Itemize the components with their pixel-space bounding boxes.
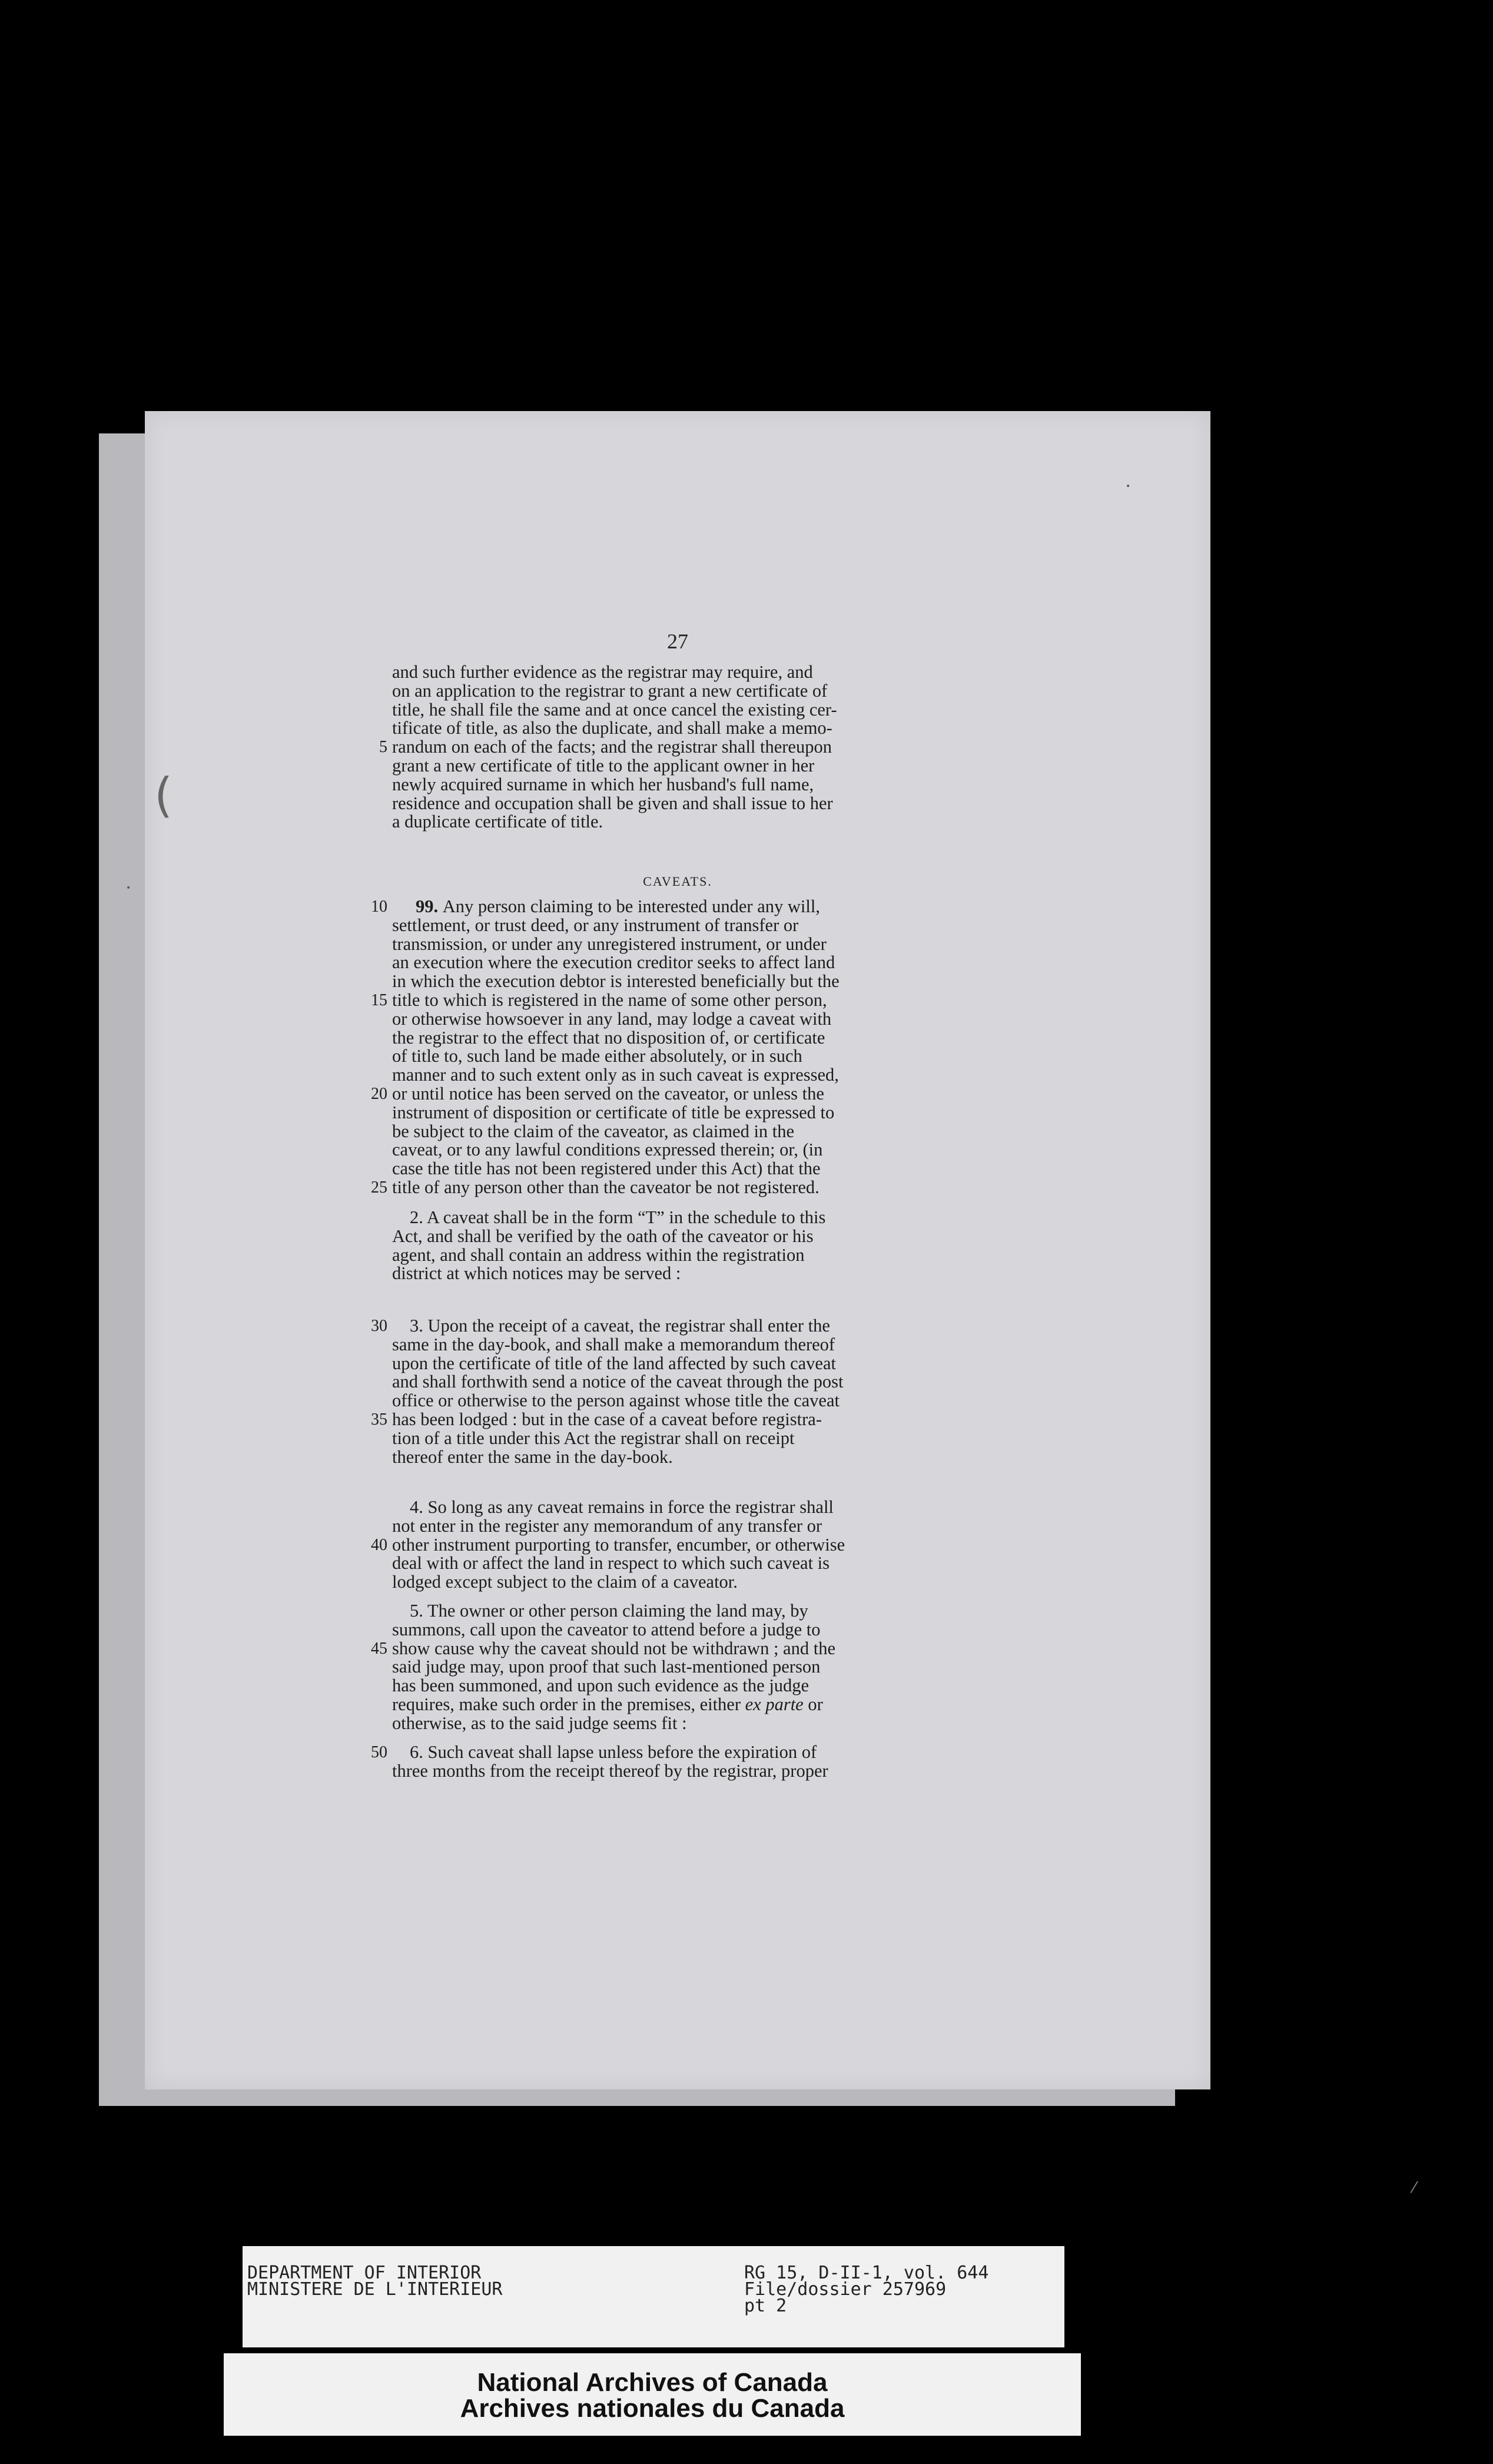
line-text: summons, call upon the caveator to attend before a judge to	[392, 1619, 821, 1640]
line-text: transmission, or under any unregistered instrument, or under	[392, 933, 827, 954]
line-text: upon the certificate of title of the land affected by such caveat	[392, 1353, 836, 1373]
text-line	[392, 1677, 922, 1695]
text-line	[392, 1029, 922, 1048]
text-line	[392, 1695, 922, 1714]
text-line	[371, 896, 922, 916]
text-line	[392, 1104, 922, 1122]
text-line	[392, 776, 922, 794]
margin-line-number: 45	[371, 1639, 387, 1658]
line-text: same in the day-book, and shall make a memorandum thereof	[392, 1334, 835, 1354]
line-text: title to which is registered in the name of some other person,	[392, 989, 827, 1010]
line-text: Any person claiming to be interested under any will,	[442, 896, 820, 916]
text-line	[392, 663, 922, 682]
line-text: agent, and shall contain an address within the registration	[392, 1244, 805, 1265]
line-text: 3. Upon the receipt of a caveat, the registrar shall enter the	[410, 1316, 830, 1336]
reference-line-1: RG 15, D-II-1, vol. 644	[744, 2263, 989, 2283]
text-line	[392, 1602, 922, 1621]
line-text: three months from the receipt thereof by the registrar, proper	[392, 1760, 828, 1781]
reference-line-2: File/dossier 257969	[744, 2279, 947, 2300]
text-line	[392, 1047, 922, 1066]
text-line	[371, 1742, 922, 1762]
line-text: title of any person other than the caveator be not registered.	[392, 1177, 820, 1197]
text-line	[371, 989, 922, 1010]
margin-line-number: 50	[371, 1743, 387, 1761]
line-text: or otherwise howsoever in any land, may lodge a caveat with	[392, 1008, 832, 1029]
line-text: be subject to the claim of the caveator, as claimed in the	[392, 1121, 795, 1141]
text-line	[392, 1498, 922, 1517]
section-heading: CAVEATS.	[643, 874, 712, 889]
text-line	[392, 1392, 922, 1410]
margin-line-number: 10	[371, 897, 387, 916]
text-line	[371, 1316, 922, 1336]
line-text: said judge may, upon proof that such last-mentioned person	[392, 1657, 821, 1677]
department-english: DEPARTMENT OF INTERIOR	[247, 2263, 482, 2283]
line-text: title, he shall file the same and at once cancel the existing cer-	[392, 699, 837, 720]
line-text: caveat, or to any lawful conditions expressed therein; or, (in	[392, 1140, 823, 1160]
text-line	[392, 953, 922, 972]
text-line	[392, 1714, 922, 1733]
margin-line-number: 30	[371, 1317, 387, 1335]
text-line	[392, 1141, 922, 1160]
line-text: of title to, such land be made either absolutely, or in such	[392, 1046, 802, 1067]
line-text: instrument of disposition or certificate of title be expressed to	[392, 1102, 835, 1122]
line-text: show cause why the caveat should not be withdrawn ; and the	[392, 1638, 835, 1658]
line-text: 2. A caveat shall be in the form “T” in the schedule to this	[410, 1207, 826, 1227]
line-text: the registrar to the effect that no disposition of, or certificate	[392, 1027, 825, 1048]
line-text: thereof enter the same in the day-book.	[392, 1446, 673, 1467]
subsection-3	[371, 1316, 922, 1467]
text-line	[392, 794, 922, 813]
department-french: MINISTERE DE L'INTERIEUR	[247, 2279, 503, 2300]
line-text: manner and to such extent only as in such caveat is expressed,	[392, 1065, 839, 1085]
line-text: 4. So long as any caveat remains in force the registrar shall	[410, 1497, 834, 1517]
text-line	[392, 1621, 922, 1640]
line-text: other instrument purporting to transfer, encumber, or otherwise	[392, 1534, 845, 1555]
line-text: case the title has not been registered under this Act) that the	[392, 1158, 821, 1179]
paper-edge-mark: (	[154, 768, 173, 823]
line-text: 6. Such caveat shall lapse unless before the expiration of	[410, 1742, 817, 1762]
continuation-paragraph	[379, 662, 922, 832]
margin-line-number: 20	[371, 1084, 387, 1103]
text-line	[392, 719, 922, 738]
line-text: settlement, or trust deed, or any instrument of transfer or	[392, 915, 799, 935]
text-line	[392, 1448, 922, 1467]
line-text: residence and occupation shall be given and shall issue to her	[392, 793, 833, 813]
text-line	[392, 1227, 922, 1246]
line-text: deal with or affect the land in respect to which such caveat is	[392, 1553, 830, 1574]
text-line	[371, 1638, 922, 1658]
section-number: 99.	[416, 896, 443, 916]
text-line	[392, 1354, 922, 1373]
line-text: lodged except subject to the claim of a caveator.	[392, 1572, 738, 1592]
archive-reference-label	[243, 2246, 1064, 2347]
text-line	[392, 935, 922, 954]
line-text: and shall forthwith send a notice of the caveat through the post	[392, 1372, 844, 1392]
section-99	[371, 896, 922, 1197]
text-line	[392, 916, 922, 935]
line-text: Act, and shall be verified by the oath of the caveator or his	[392, 1226, 814, 1246]
text-line	[392, 1066, 922, 1085]
text-line	[392, 1336, 922, 1354]
line-text: or until notice has been served on the caveator, or unless the	[392, 1083, 824, 1104]
text-line	[392, 701, 922, 720]
text-line	[392, 813, 922, 832]
margin-line-number: 5	[379, 738, 387, 757]
line-text: in which the execution debtor is interested beneficially but the	[392, 971, 840, 992]
line-text: on an application to the registrar to grant a new certificate of	[392, 680, 828, 701]
line-text: tion of a title under this Act the registrar shall on receipt	[392, 1428, 795, 1448]
text-line	[371, 1409, 922, 1429]
text-line	[392, 1264, 922, 1283]
margin-line-number: 25	[371, 1178, 387, 1197]
margin-line-number: 15	[371, 991, 387, 1009]
subsection-5	[371, 1601, 922, 1733]
line-text: an execution where the execution creditor seeks to affect land	[392, 952, 835, 973]
subsection-6	[371, 1742, 922, 1781]
text-line	[392, 1010, 922, 1029]
text-line	[392, 1122, 922, 1141]
text-line	[392, 1160, 922, 1178]
line-text: newly acquired surname in which her husband's full name,	[392, 774, 814, 794]
text-line	[392, 1517, 922, 1536]
line-text: requires, make such order in the premises, either ex parte or	[392, 1694, 823, 1714]
archives-name-french: Archives nationales du Canada	[460, 2394, 845, 2423]
line-text: office or otherwise to the person against whose title the caveat	[392, 1390, 840, 1411]
margin-line-number: 40	[371, 1535, 387, 1554]
speck-mark: •	[1126, 482, 1131, 491]
line-text: not enter in the register any memorandum of any transfer or	[392, 1515, 822, 1536]
text-line	[371, 1083, 922, 1104]
line-text: tificate of title, as also the duplicate, and shall make a memo-	[392, 718, 832, 738]
text-line	[392, 1373, 922, 1392]
line-text: grant a new certificate of title to the applicant owner in her	[392, 755, 815, 776]
line-text: otherwise, as to the said judge seems fit :	[392, 1713, 687, 1733]
text-line	[392, 1246, 922, 1265]
document-page	[145, 411, 1210, 2089]
line-text: 5. The owner or other person claiming the land may, by	[410, 1601, 808, 1621]
text-line	[371, 1534, 922, 1555]
text-line	[392, 1429, 922, 1448]
line-text: has been lodged : but in the case of a caveat before registra-	[392, 1409, 822, 1429]
archives-name-label	[224, 2353, 1081, 2436]
line-text: a duplicate certificate of title.	[392, 812, 603, 832]
speck-mark: •	[126, 883, 131, 893]
text-line	[392, 972, 922, 991]
subsection-4	[371, 1497, 922, 1592]
text-line	[392, 1658, 922, 1677]
text-line	[392, 1762, 922, 1781]
reference-line-3: pt 2	[744, 2296, 787, 2316]
scratch-mark: ⁄	[1413, 2179, 1416, 2197]
archives-name-english: National Archives of Canada	[477, 2368, 828, 2397]
text-line	[371, 1177, 922, 1197]
line-text: has been summoned, and upon such evidence as the judge	[392, 1675, 809, 1696]
page-number: 27	[667, 630, 688, 653]
line-text: randum on each of the facts; and the registrar shall thereupon	[392, 737, 832, 757]
text-line	[392, 757, 922, 776]
line-text: and such further evidence as the registrar may require, and	[392, 662, 813, 682]
text-line	[392, 1554, 922, 1573]
margin-line-number: 35	[371, 1410, 387, 1429]
subsection-2	[392, 1208, 922, 1283]
text-line	[392, 1573, 922, 1592]
text-line	[379, 737, 922, 757]
line-text: district at which notices may be served :	[392, 1263, 681, 1284]
text-line	[392, 682, 922, 701]
text-line	[392, 1208, 922, 1227]
